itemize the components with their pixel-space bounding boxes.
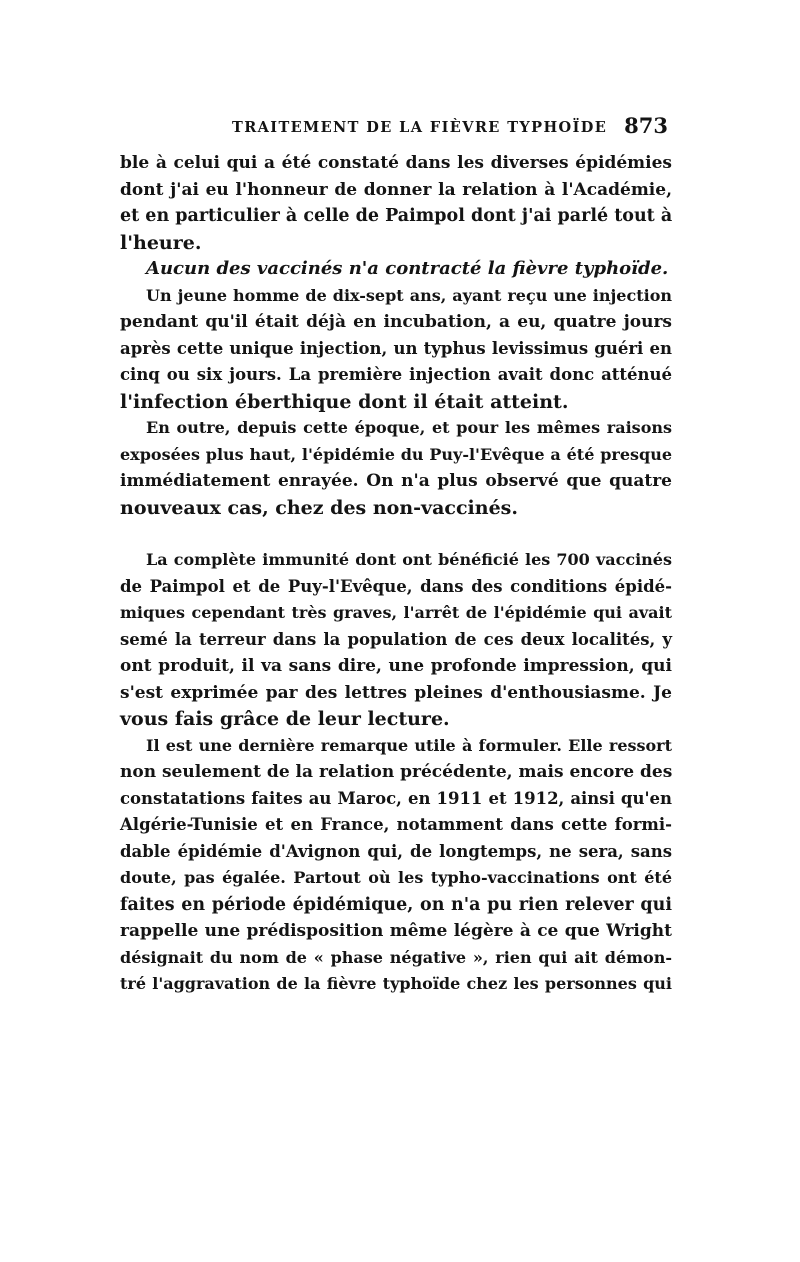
running-head: TRAITEMENT DE LA FIÈVRE TYPHOÏDE (232, 119, 608, 136)
text-line: et en particulier à celle de Paimpol dont j'ai parlé tout à (120, 206, 673, 226)
body-text (120, 150, 672, 998)
text-line: faites en période épidémique, on n'a pu rien relever qui (120, 894, 672, 915)
text-line: ont produit, il va sans dire, une profonde impression, qui (120, 656, 672, 676)
text-line: immédiatement enrayée. On n'a plus observé que quatre (120, 471, 672, 491)
text-line: vous fais grâce de leur lecture. (120, 708, 450, 730)
text-line: semé la terreur dans la population de ces deux localités, y (120, 629, 672, 649)
text-line: rappelle une prédisposition même légère à ce que Wright (120, 921, 672, 941)
text-line: pendant qu'il était déjà en incubation, a eu, quatre jours (120, 312, 672, 332)
text-line: l'heure. (120, 231, 202, 254)
text-section-1 (120, 150, 672, 521)
text-line: nouveaux cas, chez des non-vaccinés. (120, 496, 518, 519)
text-line: dont j'ai eu l'honneur de donner la relation à l'Académie, (120, 179, 672, 200)
text-line: non seulement de la relation précédente, mais encore des (120, 762, 673, 782)
text-line: tré l'aggravation de la fièvre typhoïde chez les personnes qui (120, 974, 672, 993)
text-line: Algérie-Tunisie et en France, notamment dans cette formi- (120, 815, 672, 834)
page-header (120, 112, 672, 142)
text-line: La complète immunité dont ont bénéficié les 700 vaccinés (146, 550, 672, 569)
text-line: doute, pas égalée. Partout où les typho-vaccinations ont été (120, 868, 672, 887)
page-number: 873 (624, 113, 668, 138)
text-line: Il est une dernière remarque utile à formuler. Elle ressort (146, 735, 672, 755)
text-line: de Paimpol et de Puy-l'Evêque, dans des conditions épidé- (120, 576, 672, 596)
italic-statement: Aucun des vaccinés n'a contracté la fièvre typhoïde. (146, 258, 669, 279)
text-line: ble à celui qui a été constaté dans les diverses épidémies (120, 153, 672, 173)
text-line: En outre, depuis cette époque, et pour les mêmes raisons (146, 418, 672, 437)
text-line: désignait du nom de « phase négative », rien qui ait démon- (120, 947, 672, 967)
text-line: Un jeune homme de dix-sept ans, ayant reçu une injection (146, 285, 672, 305)
text-line: après cette unique injection, un typhus levissimus guéri en (120, 338, 672, 358)
text-line: constatations faites au Maroc, en 1911 et 1912, ainsi qu'en (120, 788, 672, 808)
text-line: exposées plus haut, l'épidémie du Puy-l'Evêque a été presque (120, 444, 672, 464)
text-line: cinq ou six jours. La première injection avait donc atténué (120, 365, 672, 384)
text-line: miques cependant très graves, l'arrêt de l'épidémie qui avait (120, 603, 672, 622)
text-line: l'infection éberthique dont il était atteint. (120, 390, 569, 413)
text-section-2 (120, 547, 672, 998)
text-line: s'est exprimée par des lettres pleines d'enthousiasme. Je (120, 682, 672, 703)
text-line: dable épidémie d'Avignon qui, de longtemps, ne sera, sans (120, 841, 672, 861)
